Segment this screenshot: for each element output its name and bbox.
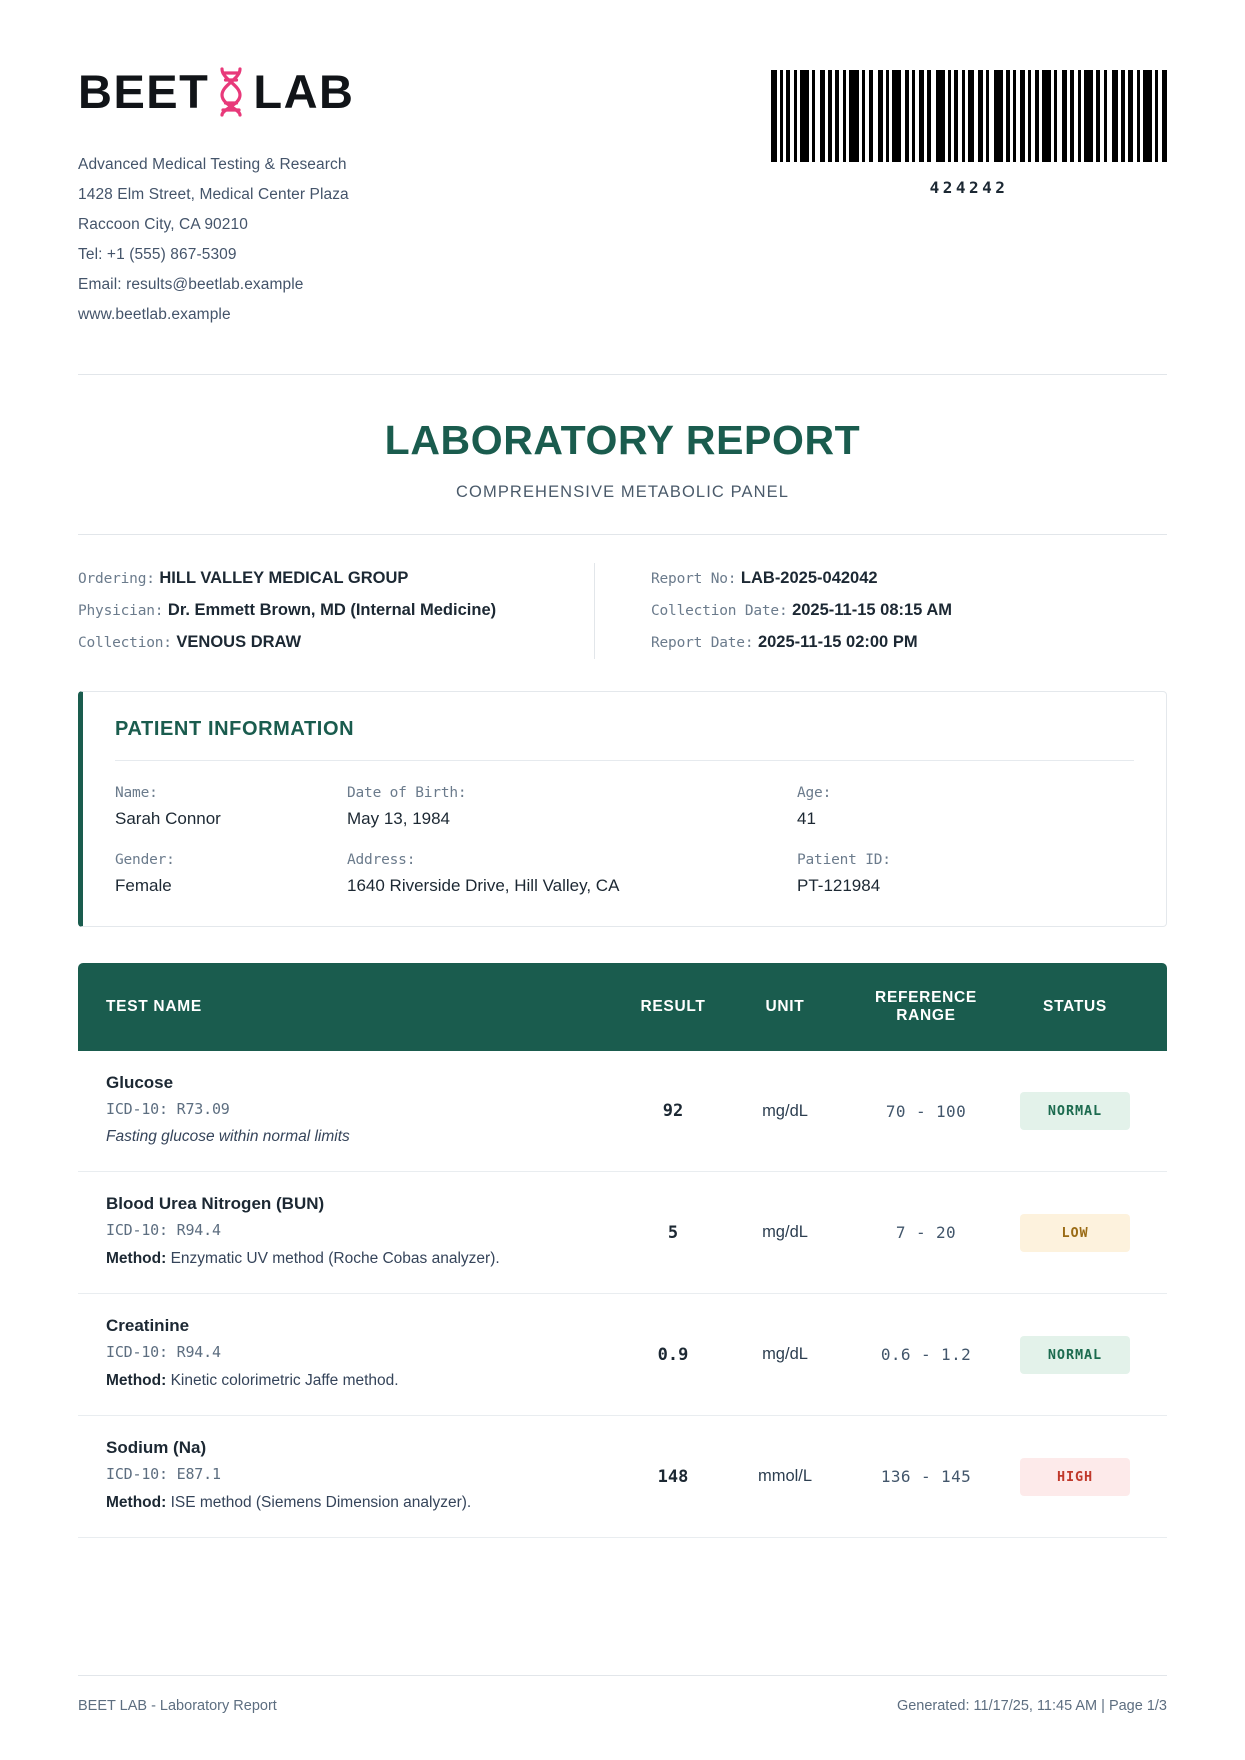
footer-left-text: BEET LAB - Laboratory Report <box>78 1698 277 1714</box>
patient-field-value: 1640 Riverside Drive, Hill Valley, CA <box>347 876 620 895</box>
lab-email: Email: results@beetlab.example <box>78 276 304 293</box>
patient-card-divider <box>115 760 1134 761</box>
test-status-cell <box>1011 1214 1139 1252</box>
status-badge: NORMAL <box>1020 1336 1130 1374</box>
test-unit: mmol/L <box>757 1467 813 1485</box>
barcode-number: 424242 <box>929 178 1009 197</box>
column-header-status: STATUS <box>1043 998 1107 1015</box>
results-table-body <box>78 1051 1167 1538</box>
test-reference-range: 0.6 - 1.2 <box>880 1345 972 1364</box>
test-icd-code: ICD-10: R94.4 <box>106 1221 221 1239</box>
meta-item-collection-date <box>651 595 1141 627</box>
test-status-cell <box>1011 1092 1139 1130</box>
meta-label: Ordering: <box>78 571 155 587</box>
test-note: Fasting glucose within normal limits <box>106 1128 350 1145</box>
report-meta <box>78 535 1167 681</box>
letterhead <box>78 0 1167 330</box>
brand-name-first: BEET <box>78 64 210 118</box>
meta-value: VENOUS DRAW <box>176 633 302 651</box>
meta-value: HILL VALLEY MEDICAL GROUP <box>159 569 409 587</box>
test-reference-range: 136 - 145 <box>880 1467 972 1486</box>
test-result-value: 5 <box>667 1222 679 1243</box>
page-footer <box>78 1675 1167 1714</box>
column-header-range: RANGE <box>896 1007 956 1024</box>
meta-value: 2025-11-15 02:00 PM <box>757 633 918 651</box>
patient-field <box>347 785 797 829</box>
column-header-reference-range <box>841 989 1011 1025</box>
patient-fields-grid <box>115 785 1134 896</box>
table-row <box>78 1172 1167 1294</box>
test-name: Glucose <box>106 1073 174 1092</box>
table-row <box>78 1416 1167 1538</box>
test-reference-range: 7 - 20 <box>895 1223 957 1242</box>
test-reference-range: 70 - 100 <box>885 1101 967 1121</box>
patient-field <box>347 852 797 896</box>
page-subtitle: COMPREHENSIVE METABOLIC PANEL <box>456 483 789 501</box>
test-result-value: 0.9 <box>657 1344 689 1365</box>
test-cell <box>106 1194 617 1271</box>
meta-item-report-no <box>651 563 1141 595</box>
table-row <box>78 1051 1167 1172</box>
patient-field-value: PT-121984 <box>797 876 881 895</box>
test-cell <box>106 1073 617 1149</box>
test-icd-code: ICD-10: E87.1 <box>106 1465 221 1483</box>
test-method: Method: Enzymatic UV method (Roche Cobas analyzer). <box>106 1250 500 1267</box>
test-status-cell <box>1011 1336 1139 1374</box>
status-badge: HIGH <box>1020 1458 1130 1496</box>
test-name: Blood Urea Nitrogen (BUN) <box>106 1194 325 1213</box>
lab-address-line-2: Raccoon City, CA 90210 <box>78 216 248 233</box>
patient-field-value: 41 <box>797 809 816 828</box>
patient-field <box>115 785 347 829</box>
meta-label: Collection: <box>78 635 172 651</box>
test-method-label: Method: <box>106 1250 171 1267</box>
test-result-value: 92 <box>662 1101 684 1121</box>
test-method: Method: ISE method (Siemens Dimension analyzer). <box>106 1494 472 1511</box>
patient-field-label: Name: <box>115 785 158 801</box>
table-row <box>78 1294 1167 1416</box>
patient-field <box>797 852 1134 896</box>
brand-logo <box>78 62 354 120</box>
meta-value: 2025-11-15 08:15 AM <box>792 601 952 619</box>
patient-information-card <box>78 691 1167 927</box>
column-header-result: RESULT <box>640 998 706 1015</box>
results-table <box>78 963 1167 1538</box>
test-icd-code: ICD-10: R94.4 <box>106 1343 221 1361</box>
lab-tagline: Advanced Medical Testing & Research <box>78 156 347 173</box>
test-unit: mg/dL <box>762 1223 808 1241</box>
patient-section-title: PATIENT INFORMATION <box>115 718 355 740</box>
test-status-cell <box>1011 1458 1139 1496</box>
lab-address-block <box>78 150 354 330</box>
column-header-test-name: TEST NAME <box>106 998 202 1015</box>
meta-item-report-date <box>651 627 1141 659</box>
test-name: Sodium (Na) <box>106 1438 207 1457</box>
status-badge: LOW <box>1020 1214 1130 1252</box>
column-header-unit: UNIT <box>765 998 805 1015</box>
report-meta-left <box>78 563 594 659</box>
lab-website: www.beetlab.example <box>78 306 231 323</box>
results-table-header <box>78 963 1167 1051</box>
patient-field-value: May 13, 1984 <box>347 809 451 828</box>
test-cell <box>106 1316 617 1393</box>
test-cell <box>106 1438 617 1515</box>
test-unit: mg/dL <box>762 1345 808 1363</box>
test-icd-code: ICD-10: R73.09 <box>106 1100 230 1118</box>
meta-item-collection <box>78 627 568 659</box>
meta-label: Report Date: <box>651 635 754 651</box>
test-unit: mg/dL <box>762 1101 808 1120</box>
meta-value: LAB-2025-042042 <box>740 569 878 587</box>
meta-item-ordering <box>78 563 568 595</box>
patient-field <box>797 785 1134 829</box>
patient-field-label: Date of Birth: <box>347 785 467 801</box>
test-method-label: Method: <box>106 1494 171 1511</box>
patient-field-label: Age: <box>797 785 832 801</box>
column-header-reference: REFERENCE <box>875 989 977 1006</box>
title-block <box>78 375 1167 534</box>
patient-field-value: Female <box>115 876 172 895</box>
lab-identity-block <box>78 62 354 330</box>
test-result-value: 148 <box>657 1466 689 1487</box>
test-method: Method: Kinetic colorimetric Jaffe method. <box>106 1372 399 1389</box>
lab-phone: Tel: +1 (555) 867-5309 <box>78 246 237 263</box>
patient-field-value: Sarah Connor <box>115 809 221 828</box>
report-meta-right <box>594 563 1167 659</box>
meta-label: Physician: <box>78 603 164 619</box>
patient-field-label: Address: <box>347 852 416 868</box>
barcode-image <box>771 70 1167 162</box>
barcode-block <box>771 62 1167 197</box>
footer-right-text: Generated: 11/17/25, 11:45 AM | Page 1/3 <box>896 1698 1167 1714</box>
page-title: LABORATORY REPORT <box>384 417 861 463</box>
meta-label: Collection Date: <box>651 603 788 619</box>
dna-helix-icon <box>211 65 251 117</box>
lab-address-line-1: 1428 Elm Street, Medical Center Plaza <box>78 186 349 203</box>
meta-value: Dr. Emmett Brown, MD (Internal Medicine) <box>167 601 497 619</box>
patient-field <box>115 852 347 896</box>
patient-field-label: Patient ID: <box>797 852 891 868</box>
meta-item-physician <box>78 595 568 627</box>
patient-field-label: Gender: <box>115 852 175 868</box>
brand-name-second: LAB <box>253 64 355 118</box>
status-badge: NORMAL <box>1020 1092 1130 1130</box>
test-name: Creatinine <box>106 1316 190 1335</box>
test-method-label: Method: <box>106 1372 171 1389</box>
meta-label: Report No: <box>651 571 737 587</box>
